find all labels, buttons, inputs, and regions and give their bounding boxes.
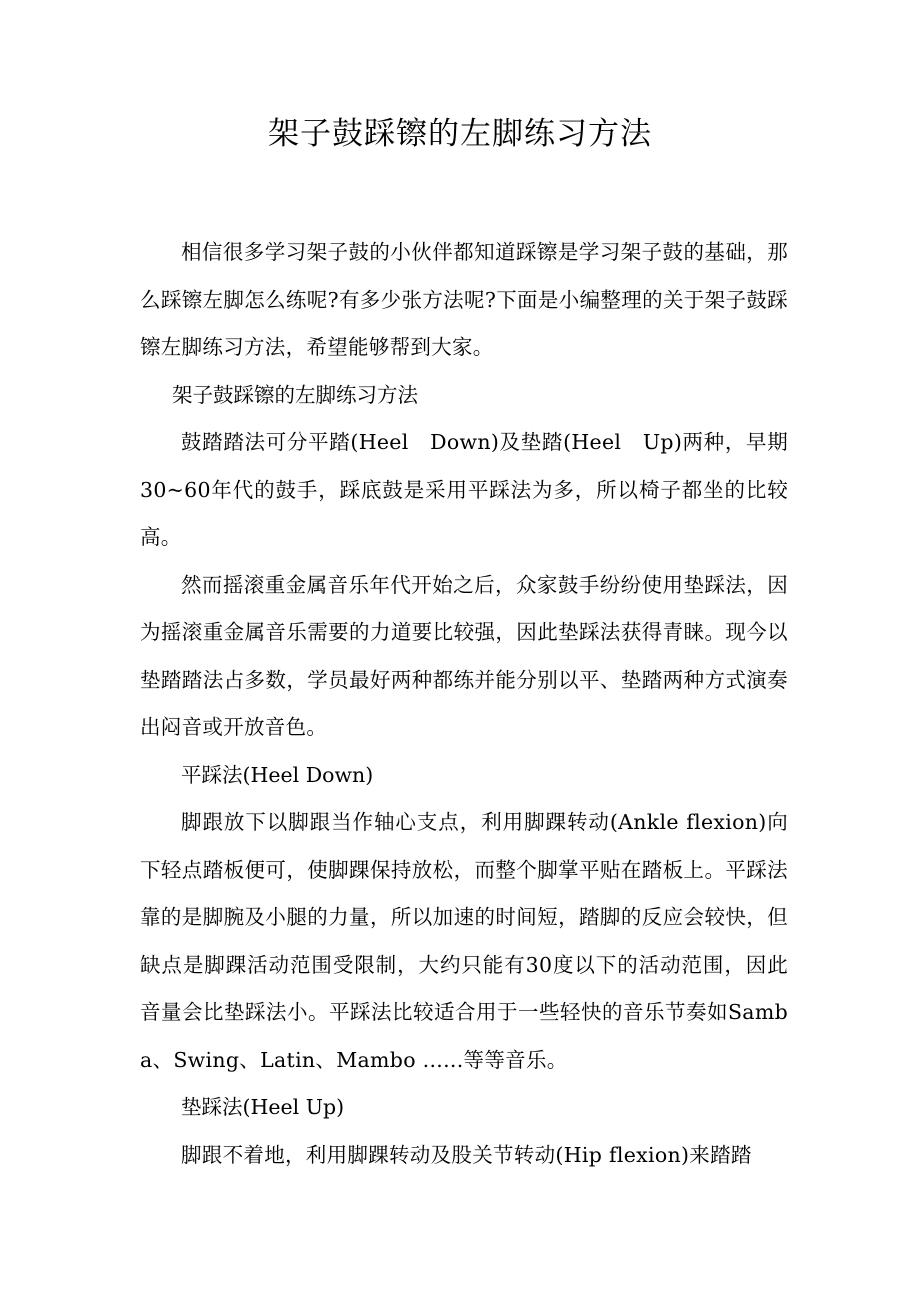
pedal-technique-paragraph: 鼓踏踏法可分平踏(Heel Down)及垫踏(Heel Up)两种，早期30~60年代的鼓手，踩底鼓是采用平踩法为多，所以椅子都坐的比较高。 <box>140 430 788 549</box>
heel-down-heading: 平踩法(Heel Down) <box>181 762 374 787</box>
document-title: 架子鼓踩镲的左脚练习方法 <box>268 116 652 152</box>
document-body <box>140 229 788 1179</box>
section-heading: 架子鼓踩镲的左脚练习方法 <box>172 382 418 407</box>
rock-era-paragraph: 然而摇滚重金属音乐年代开始之后，众家鼓手纷纷使用垫踩法，因为摇滚重金属音乐需要的力道要比较强，因此垫踩法获得青睐。现今以垫踏踏法占多数，学员最好两种都练并能分别以平、垫踏两种方式演奏出闷音或开放音色。 <box>140 572 788 739</box>
intro-paragraph: 相信很多学习架子鼓的小伙伴都知道踩镲是学习架子鼓的基础，那么踩镲左脚怎么练呢?有多少张方法呢?下面是小编整理的关于架子鼓踩镲左脚练习方法，希望能够帮到大家。 <box>140 240 788 359</box>
heel-up-heading: 垫踩法(Heel Up) <box>181 1095 345 1119</box>
heel-up-paragraph: 脚跟不着地，利用脚踝转动及股关节转动(Hip flexion)来踏踏 <box>181 1142 752 1167</box>
heel-down-paragraph: 脚跟放下以脚跟当作轴心支点，利用脚踝转动(Ankle flexion)向下轻点踏板便可，使脚踝保持放松，而整个脚掌平贴在踏板上。平踩法靠的是脚腕及小腿的力量，所以加速的时间短，踏脚的反应会较快，但缺点是脚踝活动范围受限制，大约只能有30度以下的活动范围，因此音量会比垫踩法小。平踩法比较适合用于一些轻快的音乐节奏如Samba、Swing、Latin、Mambo ......等等音乐。 <box>140 810 788 1072</box>
